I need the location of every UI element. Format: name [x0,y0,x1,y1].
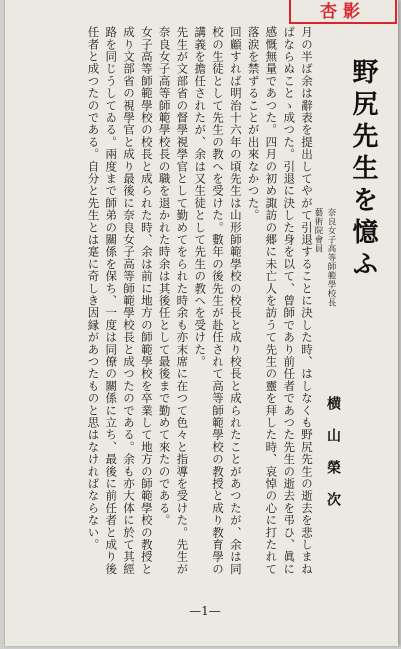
red-seal-stamp: 杏影 [289,0,397,24]
paragraph-3: 先生が文部省の督學視學官として勤めてをられた時余も亦末席に在つて色々と指導を受けた。先生が奈良女子高等師範學校長の職を退かれた時余は其後任として最後まで勤めて來たのである。 [157,26,190,575]
paragraph-1: 月の半ば余は辭表を提出してやがて引退することに決した時、はしなくも野尻先生の逝去を悲しまねばならぬことゝ成つた。引退に決した身を以て、曾師であり前任者であつた先生の逝去を弔ひ、眞に感慨無量であつた。四月の初め諏訪の郷に未亡人を訪うて先生の靈を拜した時、哀悼の心に打たれて落涙を禁ずることが出來なかつた。 [246,26,314,575]
paragraph-2: 回顧すれば明治十六年の頃先生は山形師範學校の校長と成り校長と成られたことがあつたが、余は同校の生徒として先生の教へを受けた。數年の後先生が赴任されて高等師範學校の教授と成り教育學の講義を擔任されたが、余は又生徒として先生の教へを受けた。 [193,26,243,575]
affiliation-line-1: 奈良女子高等師範學校長 [326,208,336,307]
body-text [15,26,315,586]
paragraph-4: 女子高等師範學校の校長と成られた時、余は前に地方の師範學校を卒業して地方の師範學校の教授と成り文部省の視學官と成り最後に奈良女子高等師範學校長と成つたのである。余も亦大体に於て其經路を同じうしてゐる。兩度まで師弟の關係を保ち、一度は同僚の關係に立ち、最後に前任者と成り後任者と成つたのである。自分と先生とは寔に奇しき因縁があつたものと思はなければならない。 [86,26,154,575]
article-title: 野尻先生を憶ふ [348,58,378,282]
affiliation-line-2: 藝術院會員 [313,208,323,253]
document-page [4,0,398,646]
author-affiliation [311,208,337,368]
page-number: —1— [189,604,221,618]
author-name: 横山榮次 [325,396,341,524]
